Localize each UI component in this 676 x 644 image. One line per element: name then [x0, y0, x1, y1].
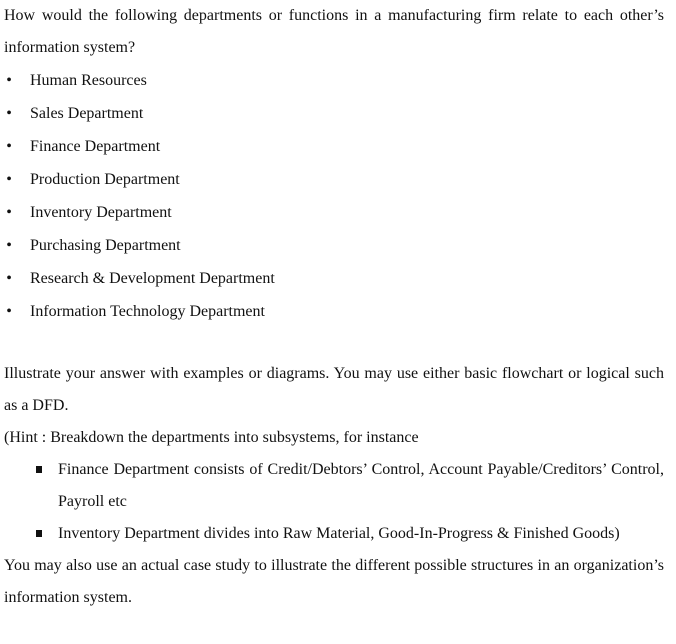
bullet-dot-icon: •: [6, 204, 12, 221]
list-item: Finance Department consists of Credit/Debtors’ Control, Account Payable/Creditors’ Control, Payroll etc: [4, 454, 664, 518]
document-body: [4, 0, 664, 614]
bullet-dot-icon: •: [6, 303, 12, 320]
list-item: • Purchasing Department: [4, 229, 664, 262]
paragraph-spacer: [4, 328, 664, 358]
list-item: • Information Technology Department: [4, 295, 664, 328]
bullet-dot-icon: •: [6, 72, 12, 89]
square-bullet-icon: [36, 530, 42, 537]
list-item: • Production Department: [4, 163, 664, 196]
list-item: • Research & Development Department: [4, 262, 664, 295]
list-item: • Inventory Department: [4, 196, 664, 229]
bullet-dot-icon: •: [6, 105, 12, 122]
bullet-dot-icon: •: [6, 270, 12, 287]
square-bullet-icon: [36, 466, 42, 473]
bullet-dot-icon: •: [6, 138, 12, 155]
bullet-dot-icon: •: [6, 237, 12, 254]
question-paragraph: How would the following departments or functions in a manufacturing firm relate to each other’s information system?: [4, 7, 664, 56]
hint-list: [4, 454, 664, 550]
department-list: [4, 64, 664, 328]
closing-paragraph: You may also use an actual case study to illustrate the different possible structures in an organization’s information system.: [4, 557, 664, 606]
bullet-dot-icon: •: [6, 171, 12, 188]
list-item: Inventory Department divides into Raw Material, Good-In-Progress & Finished Goods): [4, 518, 664, 550]
illustrate-paragraph: Illustrate your answer with examples or diagrams. You may use either basic flowchart or logical such as a DFD.: [4, 365, 664, 414]
list-item: • Human Resources: [4, 64, 664, 97]
list-item: • Finance Department: [4, 130, 664, 163]
hint-paragraph: (Hint : Breakdown the departments into subsystems, for instance: [4, 429, 419, 446]
list-item: • Sales Department: [4, 97, 664, 130]
